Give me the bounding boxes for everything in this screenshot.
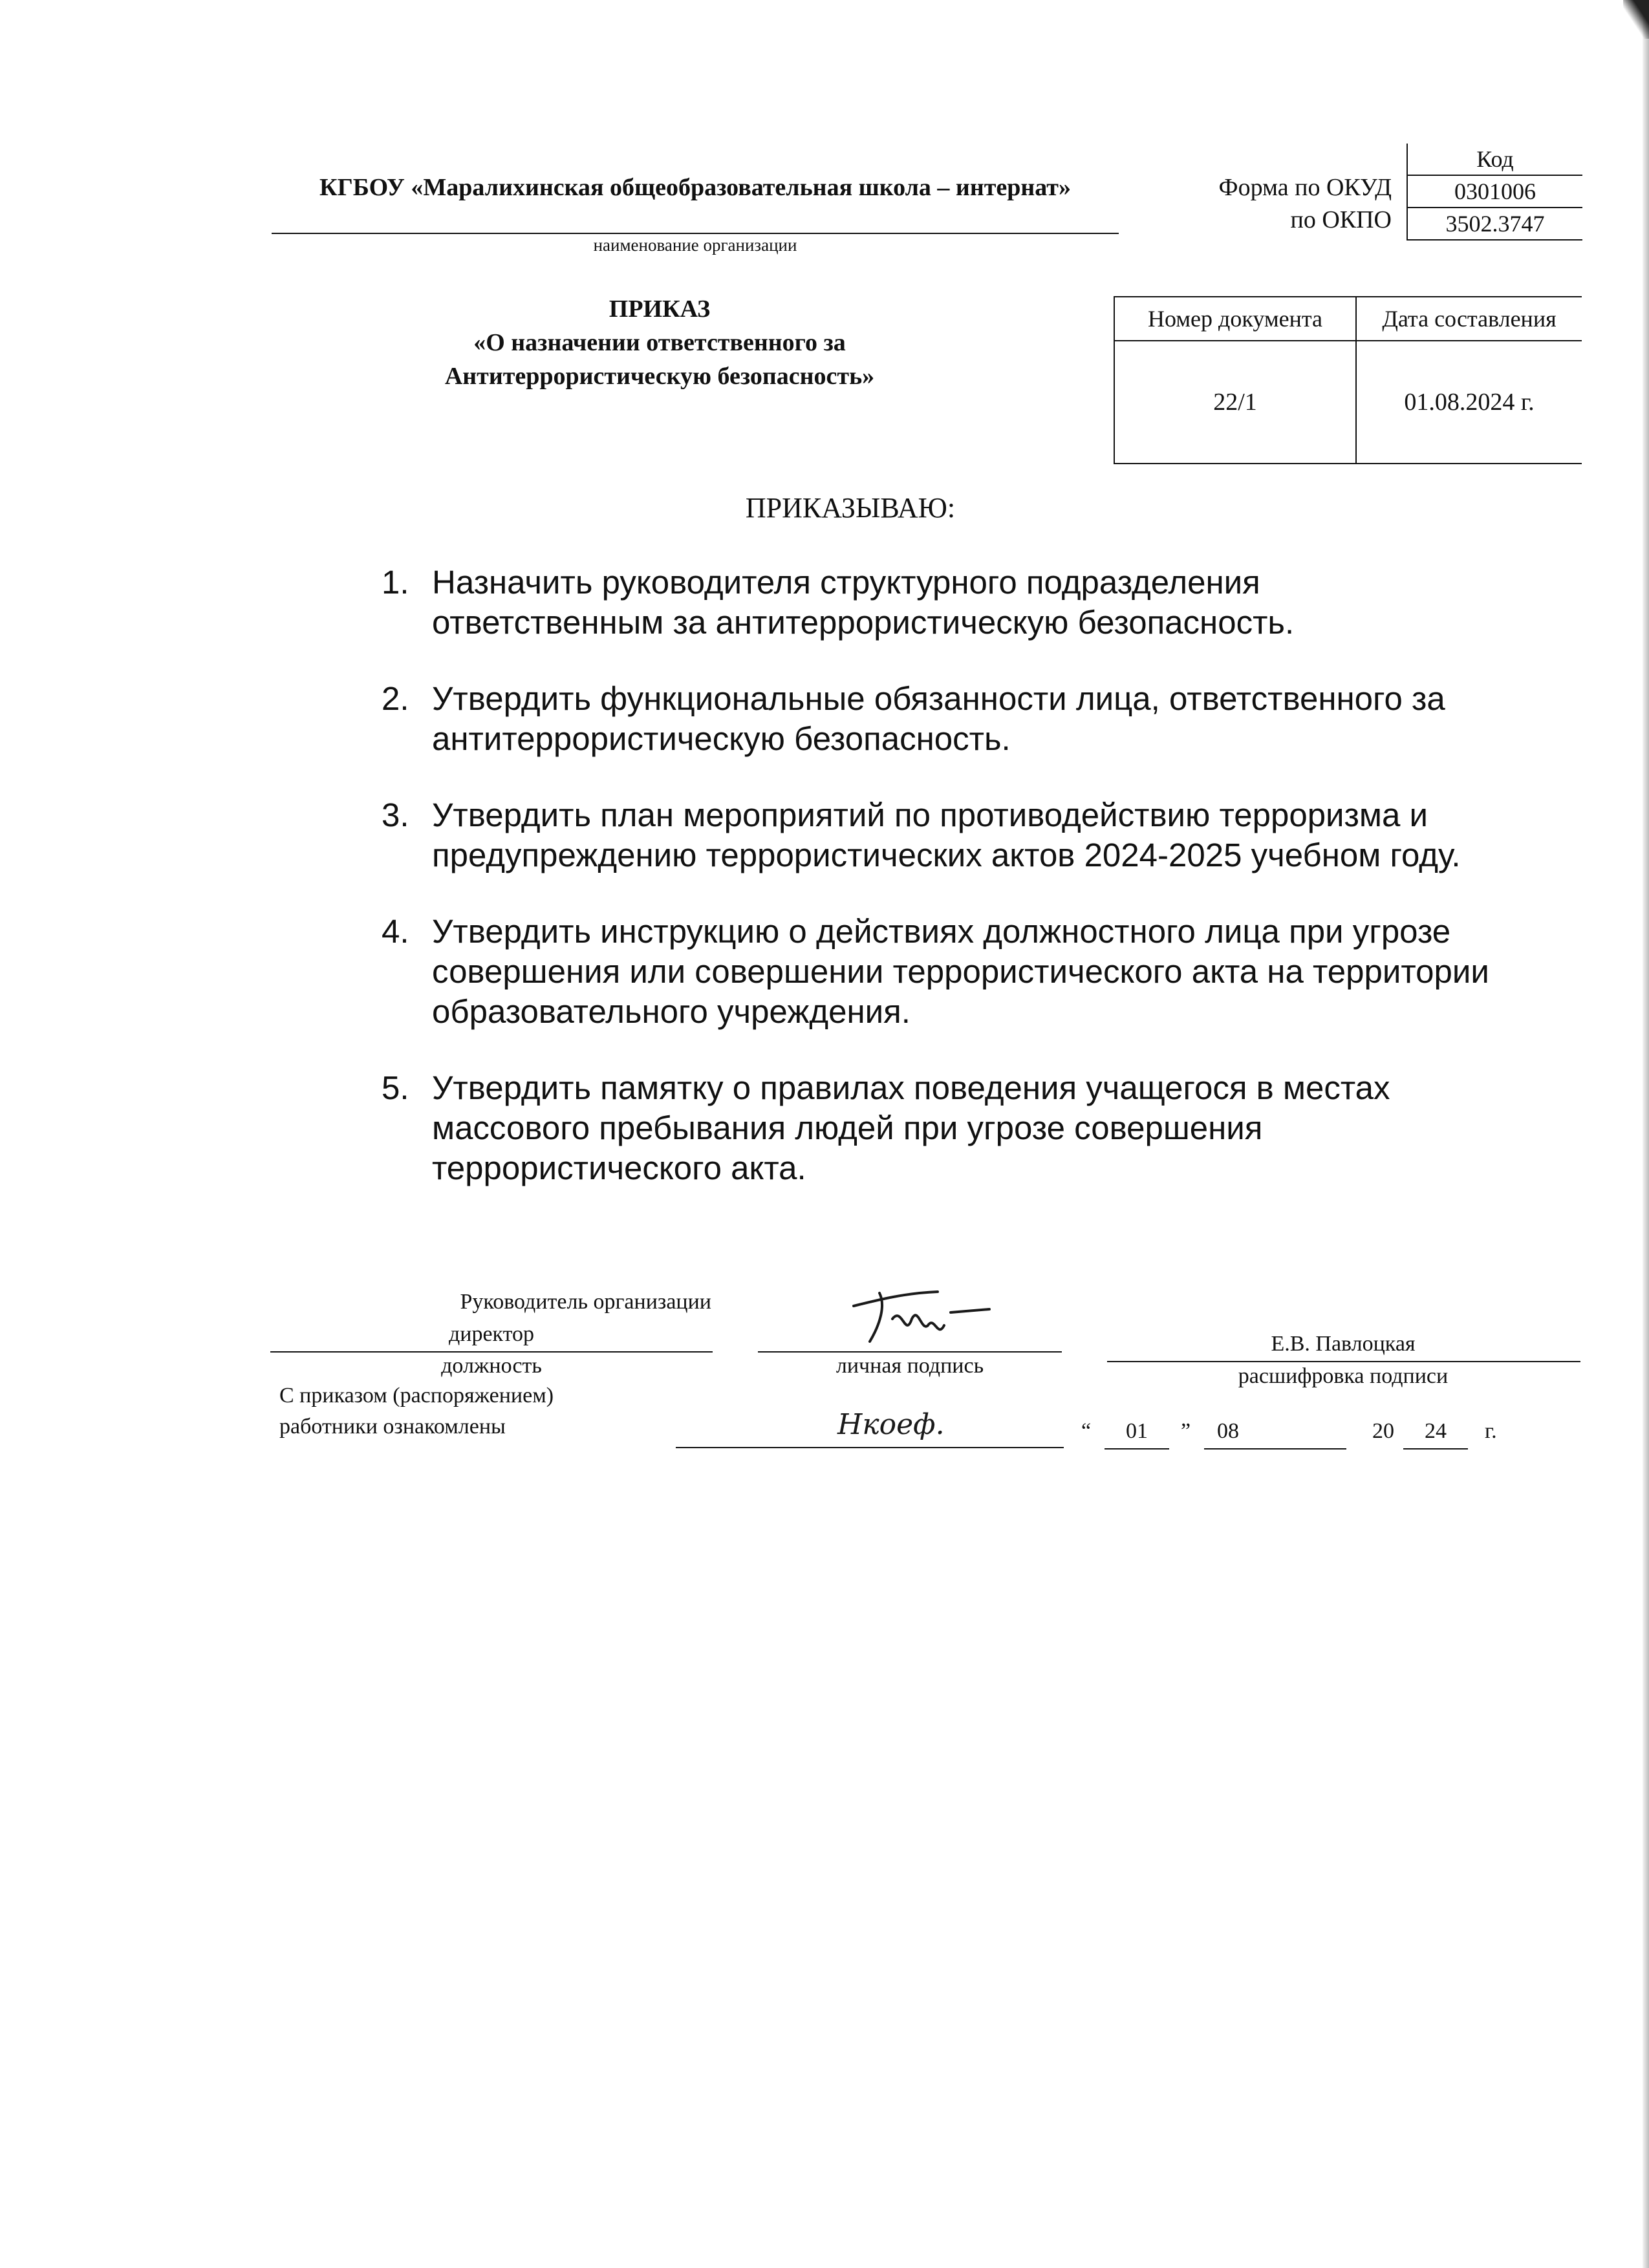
acknowledgement-line	[676, 1447, 1064, 1448]
scan-edge	[1643, 0, 1649, 2268]
order-item-text-line: Утвердить функциональные обязанности лица, ответственного за	[432, 680, 1445, 717]
order-items	[382, 562, 1610, 1225]
okud-value: 0301006	[1407, 175, 1582, 208]
okud-label: Форма по ОКУД	[1218, 174, 1392, 201]
order-item-number: 2.	[382, 680, 409, 717]
document-date-header: Дата составления	[1356, 297, 1582, 341]
quote-open: “	[1081, 1419, 1092, 1443]
acquainted-line1: С приказом (распоряжением)	[279, 1384, 554, 1407]
order-item-number: 5.	[382, 1069, 409, 1106]
order-title	[362, 292, 957, 393]
document-table	[1114, 296, 1582, 464]
organization-name: КГБОУ «Маралихинская общеобразовательная школа – интернат»	[319, 174, 1071, 201]
order-item-text-line: Утвердить памятку о правилах поведения учащегося в местах	[432, 1069, 1390, 1106]
month-value: 08	[1217, 1419, 1239, 1443]
order-item	[382, 1068, 1610, 1188]
order-item-number: 3.	[382, 797, 409, 833]
director-signature	[841, 1280, 1009, 1358]
position-caption: должность	[441, 1354, 542, 1378]
year-suffix: 24	[1425, 1419, 1447, 1443]
day-line	[1105, 1448, 1169, 1450]
quote-close: ”	[1181, 1419, 1191, 1443]
order-item	[382, 679, 1610, 759]
year-prefix: 20	[1372, 1419, 1394, 1443]
name-line	[1107, 1361, 1580, 1362]
month-line	[1204, 1448, 1346, 1450]
signature-caption: личная подпись	[835, 1354, 984, 1378]
name-caption: расшифровка подписи	[1238, 1364, 1449, 1388]
order-item	[382, 562, 1610, 643]
order-item-text-line: террористического акта.	[432, 1150, 806, 1186]
day-value: 01	[1126, 1419, 1148, 1443]
year-line	[1403, 1448, 1468, 1450]
code-table	[1406, 144, 1582, 241]
order-item-text-line: Утвердить инструкцию о действиях должностного лица при угрозе	[432, 913, 1451, 950]
document-number-header: Номер документа	[1114, 297, 1356, 341]
order-heading: ПРИКАЗЫВАЮ:	[745, 492, 956, 524]
organization-underline	[272, 233, 1119, 234]
order-title-line3: Антитеррористическую безопасность»	[444, 363, 875, 390]
signature-line	[758, 1351, 1062, 1353]
head-label: Руководитель организации	[460, 1290, 711, 1314]
order-item-text-line: Назначить руководителя структурного подразделения	[432, 564, 1260, 601]
order-item-text-line: Утвердить план мероприятий по противодействию терроризма и	[432, 797, 1428, 833]
order-title-line2: «О назначении ответственного за	[473, 329, 846, 356]
document-number: 22/1	[1114, 341, 1356, 464]
year-unit: г.	[1485, 1419, 1497, 1443]
document-date: 01.08.2024 г.	[1356, 341, 1582, 464]
code-header: Код	[1407, 144, 1582, 175]
okpo-label: по ОКПО	[1290, 206, 1392, 233]
acquainted-line2: работники ознакомлены	[279, 1415, 506, 1439]
order-item-number: 1.	[382, 564, 409, 601]
order-item-text-line: ответственным за антитеррористическую безопасность.	[432, 604, 1295, 641]
order-item-text-line: предупреждению террористических актов 2024-2025 учебном году.	[432, 837, 1461, 873]
order-item-text-line: антитеррористическую безопасность.	[432, 720, 1011, 757]
scan-corner	[1623, 0, 1649, 39]
okpo-value: 3502.3747	[1407, 208, 1582, 240]
position-line	[270, 1351, 713, 1353]
position-value: директор	[448, 1322, 535, 1346]
order-item-number: 4.	[382, 913, 409, 950]
order-item-text-line: массового пребывания людей при угрозе совершения	[432, 1109, 1263, 1146]
order-title-line1: ПРИКАЗ	[609, 295, 711, 323]
order-item-text-line: совершения или совершении террористического акта на территории	[432, 953, 1489, 990]
organization-caption: наименование организации	[593, 235, 797, 255]
name-value: Е.В. Павлоцкая	[1271, 1332, 1416, 1356]
order-item	[382, 795, 1610, 875]
order-item	[382, 912, 1610, 1032]
order-item-text-line: образовательного учреждения.	[432, 993, 911, 1030]
acknowledgement-signature: Нкоеф.	[837, 1408, 945, 1441]
